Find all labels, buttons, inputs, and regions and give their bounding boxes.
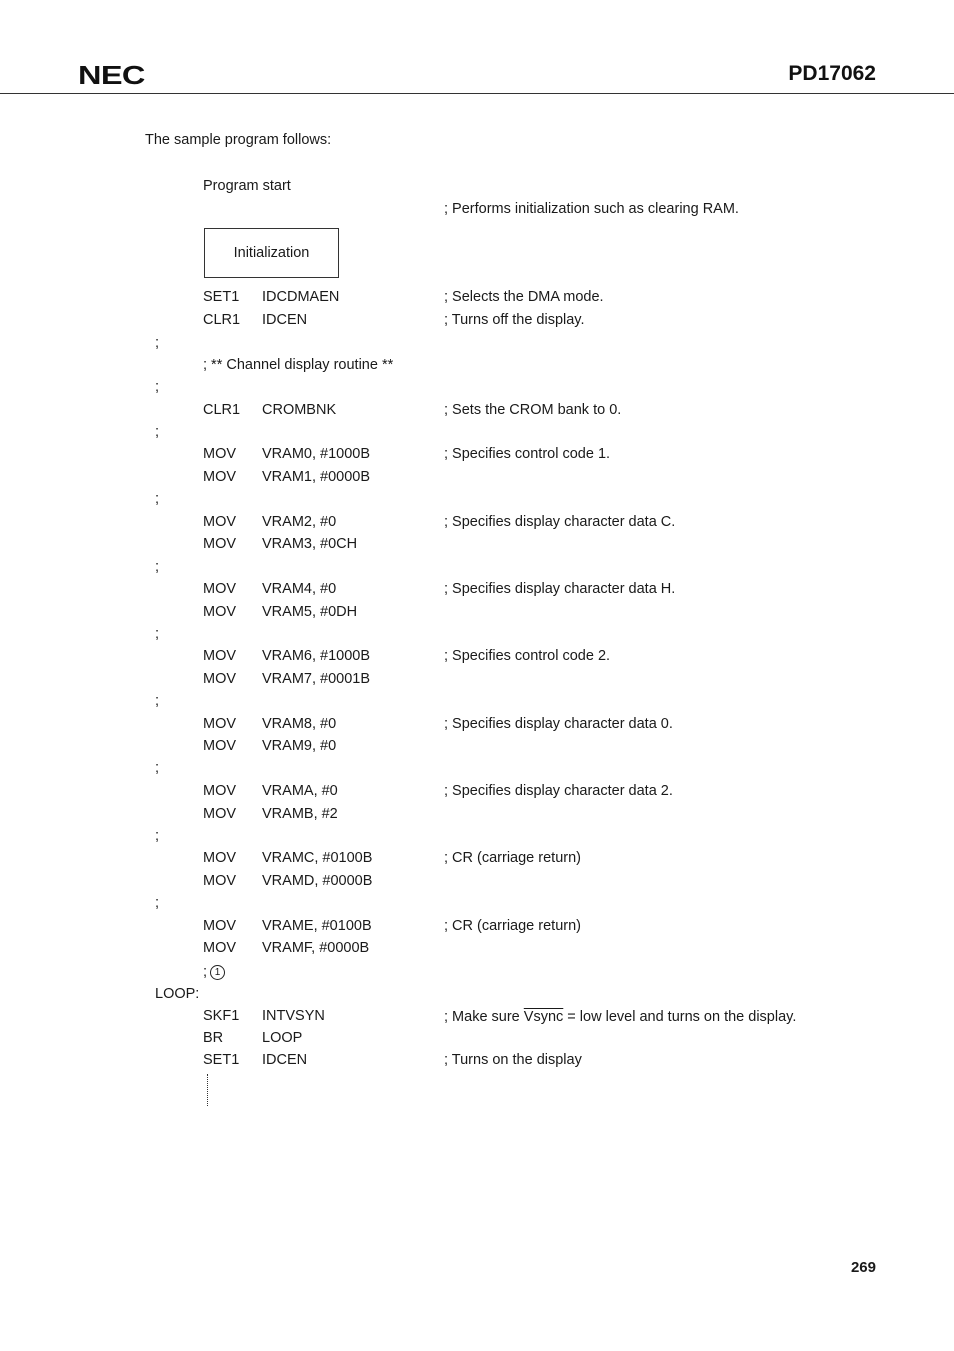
page-number: 269 xyxy=(850,1259,876,1276)
step-marker xyxy=(203,963,225,981)
instruction-comment: ; Specifies control code 1. xyxy=(444,446,611,462)
instruction-comment: ; Turns on the display xyxy=(444,1052,582,1068)
instruction-mnemonic: SET1 xyxy=(203,1052,240,1068)
instruction-operand: VRAM0, #1000B xyxy=(262,446,371,462)
instruction-operand: VRAM2, #0 xyxy=(262,514,337,530)
initialization-label: Initialization xyxy=(233,245,310,261)
loop-label: LOOP: xyxy=(155,986,200,1002)
init-comment: ; Performs initialization such as clearing RAM. xyxy=(444,201,739,217)
intro-text: The sample program follows: xyxy=(145,132,332,148)
nec-logo: NEC xyxy=(78,60,145,90)
instruction-mnemonic: MOV xyxy=(203,738,237,754)
separator-semicolon: ; xyxy=(155,424,160,440)
instruction-operand: VRAM5, #0DH xyxy=(262,604,358,620)
instruction-operand: VRAM9, #0 xyxy=(262,738,337,754)
instruction-comment: ; Specifies display character data H. xyxy=(444,581,676,597)
instruction-mnemonic: MOV xyxy=(203,716,237,732)
instruction-mnemonic: MOV xyxy=(203,783,237,799)
separator-semicolon: ; xyxy=(155,760,160,776)
instruction-mnemonic: MOV xyxy=(203,469,237,485)
separator-semicolon: ; xyxy=(155,828,160,844)
separator-semicolon: ; xyxy=(155,335,160,351)
header-rule xyxy=(0,93,954,94)
instruction-mnemonic: MOV xyxy=(203,873,237,889)
instruction-mnemonic: CLR1 xyxy=(203,312,241,328)
instruction-mnemonic: SKF1 xyxy=(203,1008,240,1024)
instruction-mnemonic: MOV xyxy=(203,850,237,866)
marker-semicolon: ; xyxy=(203,964,208,980)
instruction-mnemonic: CLR1 xyxy=(203,402,241,418)
instruction-operand: VRAM6, #1000B xyxy=(262,648,371,664)
instruction-mnemonic: MOV xyxy=(203,940,237,956)
instruction-comment: ; Selects the DMA mode. xyxy=(444,289,604,305)
section-comment: ; ** Channel display routine ** xyxy=(203,357,394,373)
instruction-operand: IDCEN xyxy=(262,312,308,328)
instruction-operand: IDCEN xyxy=(262,1052,308,1068)
vsync-signal: Vsync xyxy=(523,1009,564,1025)
document-title: PD17062 xyxy=(788,62,876,85)
vsync-comment xyxy=(444,1008,796,1026)
instruction-mnemonic: MOV xyxy=(203,446,237,462)
instruction-mnemonic: MOV xyxy=(203,648,237,664)
instruction-operand: INTVSYN xyxy=(262,1008,325,1024)
instruction-operand: VRAME, #0100B xyxy=(262,918,372,934)
instruction-operand: VRAMA, #0 xyxy=(262,783,338,799)
program-start-label: Program start xyxy=(203,178,291,194)
circled-number-icon: 1 xyxy=(210,965,225,980)
instruction-mnemonic: MOV xyxy=(203,918,237,934)
separator-semicolon: ; xyxy=(155,693,160,709)
instruction-comment: ; CR (carriage return) xyxy=(444,918,581,934)
separator-semicolon: ; xyxy=(155,379,160,395)
separator-semicolon: ; xyxy=(155,895,160,911)
instruction-mnemonic: SET1 xyxy=(203,289,240,305)
instruction-operand: VRAMF, #0000B xyxy=(262,940,370,956)
instruction-mnemonic: MOV xyxy=(203,806,237,822)
separator-semicolon: ; xyxy=(155,559,160,575)
instruction-operand: IDCDMAEN xyxy=(262,289,340,305)
instruction-operand: VRAM1, #0000B xyxy=(262,469,371,485)
vsync-comment-post: = low level and turns on the display. xyxy=(563,1009,797,1025)
separator-semicolon: ; xyxy=(155,626,160,642)
instruction-mnemonic: MOV xyxy=(203,604,237,620)
instruction-mnemonic: MOV xyxy=(203,671,237,687)
instruction-comment: ; Specifies display character data 0. xyxy=(444,716,673,732)
instruction-comment: ; Specifies display character data C. xyxy=(444,514,676,530)
instruction-operand: VRAM3, #0CH xyxy=(262,536,358,552)
instruction-mnemonic: MOV xyxy=(203,536,237,552)
instruction-comment: ; Specifies display character data 2. xyxy=(444,783,673,799)
instruction-operand: CROMBNK xyxy=(262,402,337,418)
instruction-comment: ; CR (carriage return) xyxy=(444,850,581,866)
instruction-operand: VRAMC, #0100B xyxy=(262,850,373,866)
separator-semicolon: ; xyxy=(155,491,160,507)
instruction-operand: VRAM4, #0 xyxy=(262,581,337,597)
instruction-comment: ; Sets the CROM bank to 0. xyxy=(444,402,622,418)
vsync-comment-pre: ; Make sure xyxy=(444,1009,524,1025)
instruction-mnemonic: MOV xyxy=(203,514,237,530)
instruction-comment: ; Turns off the display. xyxy=(444,312,585,328)
continuation-dots xyxy=(207,1074,208,1106)
instruction-operand: VRAMB, #2 xyxy=(262,806,338,822)
instruction-comment: ; Specifies control code 2. xyxy=(444,648,611,664)
instruction-mnemonic: MOV xyxy=(203,581,237,597)
instruction-operand: LOOP xyxy=(262,1030,303,1046)
initialization-box xyxy=(204,228,339,278)
instruction-operand: VRAM8, #0 xyxy=(262,716,337,732)
instruction-operand: VRAM7, #0001B xyxy=(262,671,371,687)
instruction-operand: VRAMD, #0000B xyxy=(262,873,373,889)
instruction-mnemonic: BR xyxy=(203,1030,224,1046)
